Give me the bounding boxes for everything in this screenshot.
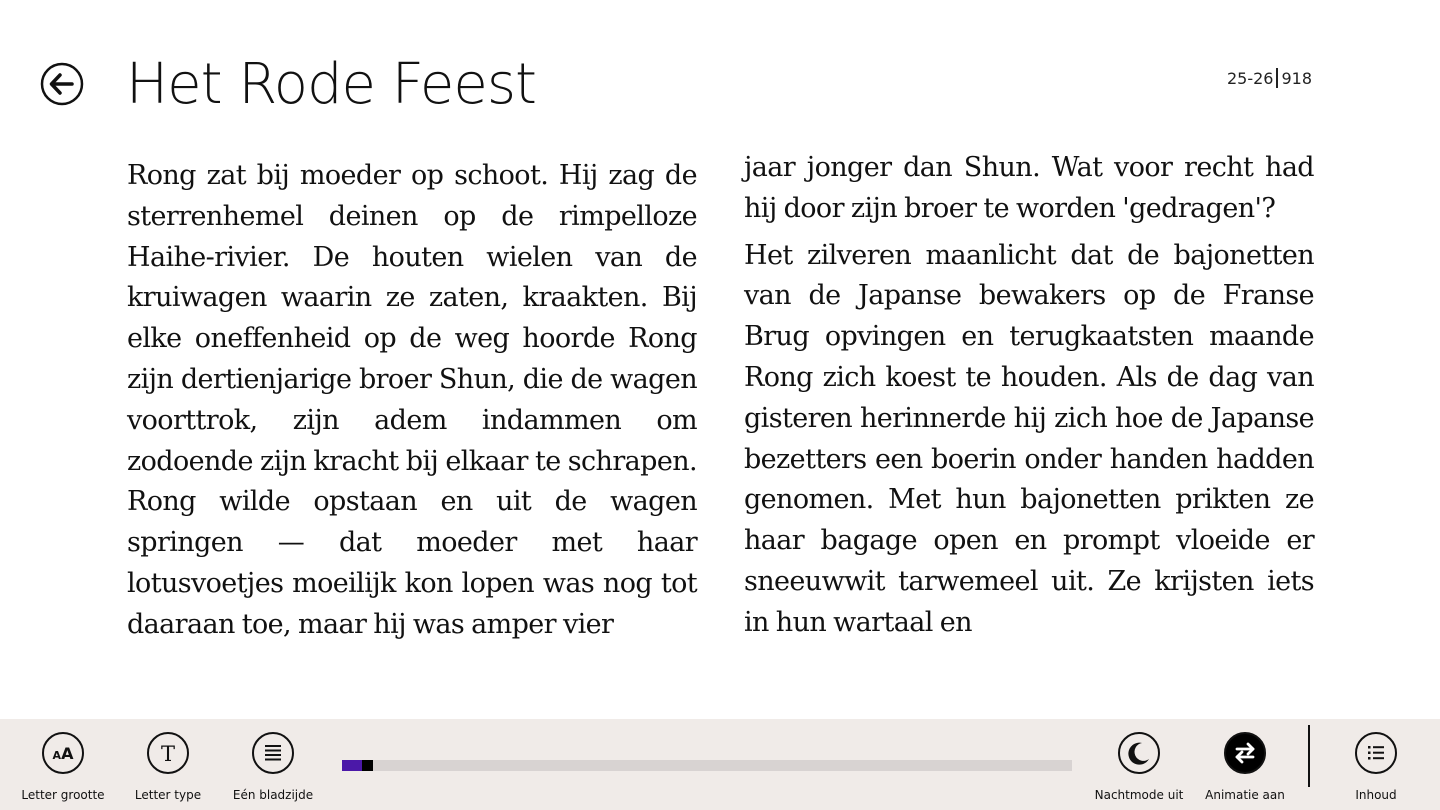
reading-progress-bar[interactable] (342, 760, 1072, 771)
list-lines-icon (252, 732, 294, 774)
paragraph: jaar jonger dan Shun. Wat voor recht had hij door zijn broer te worden 'gedragen'? (744, 152, 1314, 224)
svg-text:AA: AA (52, 744, 74, 763)
font-type-icon (147, 732, 189, 774)
animation-label: Animatie aan (1205, 788, 1285, 802)
font-size-icon (42, 732, 84, 774)
progress-read-portion (342, 760, 362, 771)
bottom-app-bar (0, 719, 1440, 810)
night-mode-label: Nachtmode uit (1094, 788, 1184, 802)
swap-arrows-icon (1224, 732, 1266, 774)
page-indicator (1227, 68, 1312, 88)
contents-button[interactable] (1326, 731, 1426, 809)
letter-size-label: Letter grootte (21, 788, 105, 802)
paragraph: Het zilveren maanlicht dat de bajonetten van de Japanse bewakers op de Franse Brug opvingen en terugkaatsten maande Rong zich koest te houden. Als de dag van gisteren herinnerde hij zich hoe de Japanse bezetters een boerin onder handen hadden genomen. Met hun bajonetten prikten ze haar bagage open en prompt vloeide er sneeuwwit tarwemeel uit. Ze krijsten iets in hun wartaal en (744, 239, 1314, 638)
moon-icon (1118, 732, 1160, 774)
current-pages: 25-26 (1226, 69, 1274, 88)
table-of-contents-icon (1355, 732, 1397, 774)
back-button[interactable] (40, 62, 84, 106)
paragraph: Rong zat bij moeder op schoot. Hij zag de sterrenhemel deinen op de rimpelloze Haihe-rivier. De houten wielen van de kruiwagen waarin ze zaten, kraakten. Bij elke oneffenheid op de weg hoorde Rong zijn dertienjarige broer Shun, die de wagen voorttrok, zijn adem indammen om zodoende zijn kracht bij elkaar te schrapen. Rong wilde opstaan en uit de wagen springen — dat moeder met haar lotusvoetjes moeilijk kon lopen was nog tot daaraan toe, maar hij was amper vier (127, 160, 697, 640)
night-mode-button[interactable] (1089, 731, 1189, 809)
toolbar-divider (1308, 725, 1310, 787)
single-page-label: Eén bladzijde (232, 788, 314, 802)
book-title: Het Rode Feest (126, 52, 536, 117)
total-pages: 918 (1281, 69, 1312, 88)
contents-label: Inhoud (1355, 788, 1397, 802)
animation-button[interactable] (1195, 731, 1295, 809)
back-arrow-icon (40, 62, 84, 106)
progress-thumb[interactable] (362, 760, 373, 771)
single-page-button[interactable] (223, 731, 323, 809)
letter-type-label: Letter type (134, 788, 202, 802)
page-separator (1276, 68, 1278, 88)
svg-text:T: T (160, 742, 176, 766)
text-column-left (127, 156, 697, 646)
text-column-right (744, 148, 1314, 644)
